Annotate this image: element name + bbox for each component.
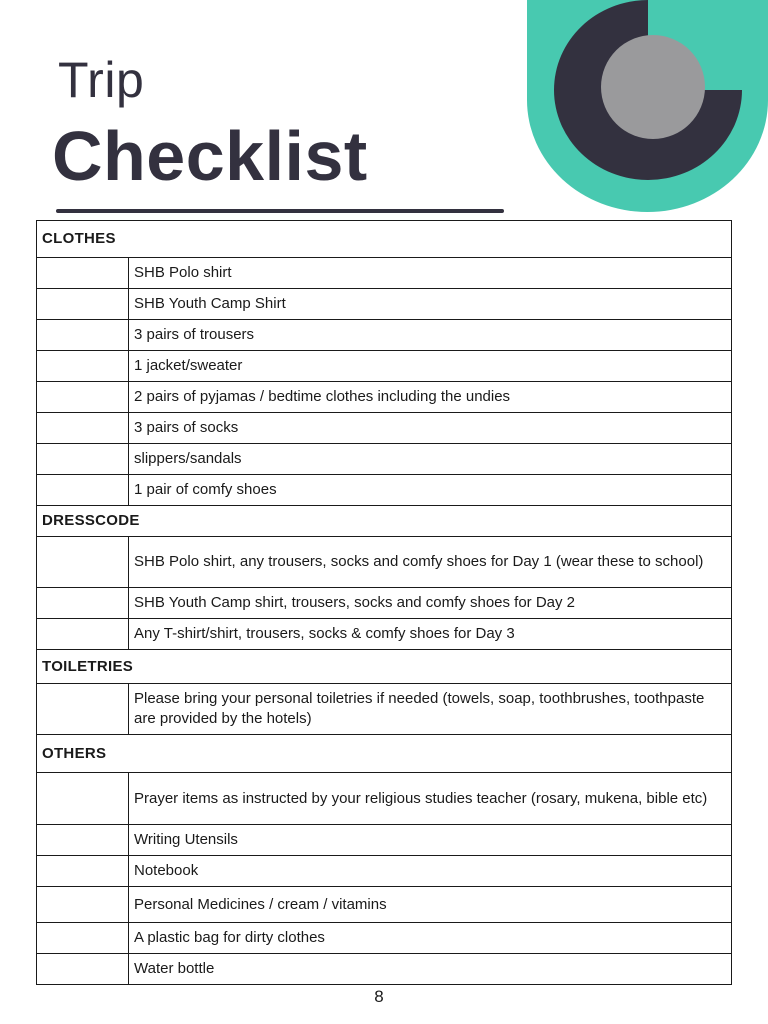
checkbox-cell[interactable] <box>37 351 129 382</box>
table-row <box>37 444 732 475</box>
table-row <box>37 923 732 954</box>
checkbox-cell[interactable] <box>37 684 129 735</box>
item-label: 3 pairs of socks <box>129 413 732 444</box>
section-header-others: OTHERS <box>37 735 732 773</box>
item-label: 2 pairs of pyjamas / bedtime clothes including the undies <box>129 382 732 413</box>
checkbox-cell[interactable] <box>37 289 129 320</box>
table-row <box>37 588 732 619</box>
table-row <box>37 619 732 650</box>
checkbox-cell[interactable] <box>37 856 129 887</box>
checkbox-cell[interactable] <box>37 887 129 923</box>
table-row <box>37 825 732 856</box>
table-row <box>37 856 732 887</box>
item-label: 1 jacket/sweater <box>129 351 732 382</box>
item-label: 3 pairs of trousers <box>129 320 732 351</box>
checkbox-cell[interactable] <box>37 320 129 351</box>
checkbox-cell[interactable] <box>37 258 129 289</box>
table-row <box>37 351 732 382</box>
item-label: Prayer items as instructed by your religious studies teacher (rosary, mukena, bible etc) <box>129 773 732 825</box>
section-header-clothes: CLOTHES <box>37 221 732 258</box>
item-label: A plastic bag for dirty clothes <box>129 923 732 954</box>
table-row <box>37 258 732 289</box>
logo-icon <box>527 0 768 214</box>
table-row <box>37 684 732 735</box>
checkbox-cell[interactable] <box>37 619 129 650</box>
section-row-dresscode <box>37 506 732 537</box>
table-row <box>37 887 732 923</box>
table-row <box>37 413 732 444</box>
checkbox-cell[interactable] <box>37 588 129 619</box>
item-label: slippers/sandals <box>129 444 732 475</box>
title-trip: Trip <box>58 52 145 108</box>
table-row <box>37 773 732 825</box>
item-label: Any T-shirt/shirt, trousers, socks & comfy shoes for Day 3 <box>129 619 732 650</box>
title-checklist: Checklist <box>52 117 368 195</box>
checklist-table <box>36 220 732 985</box>
table-row <box>37 475 732 506</box>
checkbox-cell[interactable] <box>37 825 129 856</box>
page-number: 8 <box>374 987 384 1006</box>
checkbox-cell[interactable] <box>37 923 129 954</box>
checkbox-cell[interactable] <box>37 444 129 475</box>
section-header-dresscode: DRESSCODE <box>37 506 732 537</box>
item-label: SHB Polo shirt, any trousers, socks and comfy shoes for Day 1 (wear these to school) <box>129 537 732 588</box>
section-header-toiletries: TOILETRIES <box>37 650 732 684</box>
checkbox-cell[interactable] <box>37 954 129 985</box>
item-label: Writing Utensils <box>129 825 732 856</box>
table-row <box>37 289 732 320</box>
section-row-clothes <box>37 221 732 258</box>
checkbox-cell[interactable] <box>37 413 129 444</box>
checkbox-cell[interactable] <box>37 537 129 588</box>
item-label: Please bring your personal toiletries if needed (towels, soap, toothbrushes, toothpaste are provided by the hotels) <box>129 684 732 735</box>
checkbox-cell[interactable] <box>37 773 129 825</box>
table-row <box>37 537 732 588</box>
item-label: Notebook <box>129 856 732 887</box>
item-label: 1 pair of comfy shoes <box>129 475 732 506</box>
section-row-toiletries <box>37 650 732 684</box>
item-label: SHB Polo shirt <box>129 258 732 289</box>
table-row <box>37 320 732 351</box>
checkbox-cell[interactable] <box>37 382 129 413</box>
title-underline <box>56 209 504 213</box>
item-label: Water bottle <box>129 954 732 985</box>
checkbox-cell[interactable] <box>37 475 129 506</box>
table-row <box>37 954 732 985</box>
table-row <box>37 382 732 413</box>
item-label: SHB Youth Camp shirt, trousers, socks and comfy shoes for Day 2 <box>129 588 732 619</box>
item-label: Personal Medicines / cream / vitamins <box>129 887 732 923</box>
section-row-others <box>37 735 732 773</box>
item-label: SHB Youth Camp Shirt <box>129 289 732 320</box>
